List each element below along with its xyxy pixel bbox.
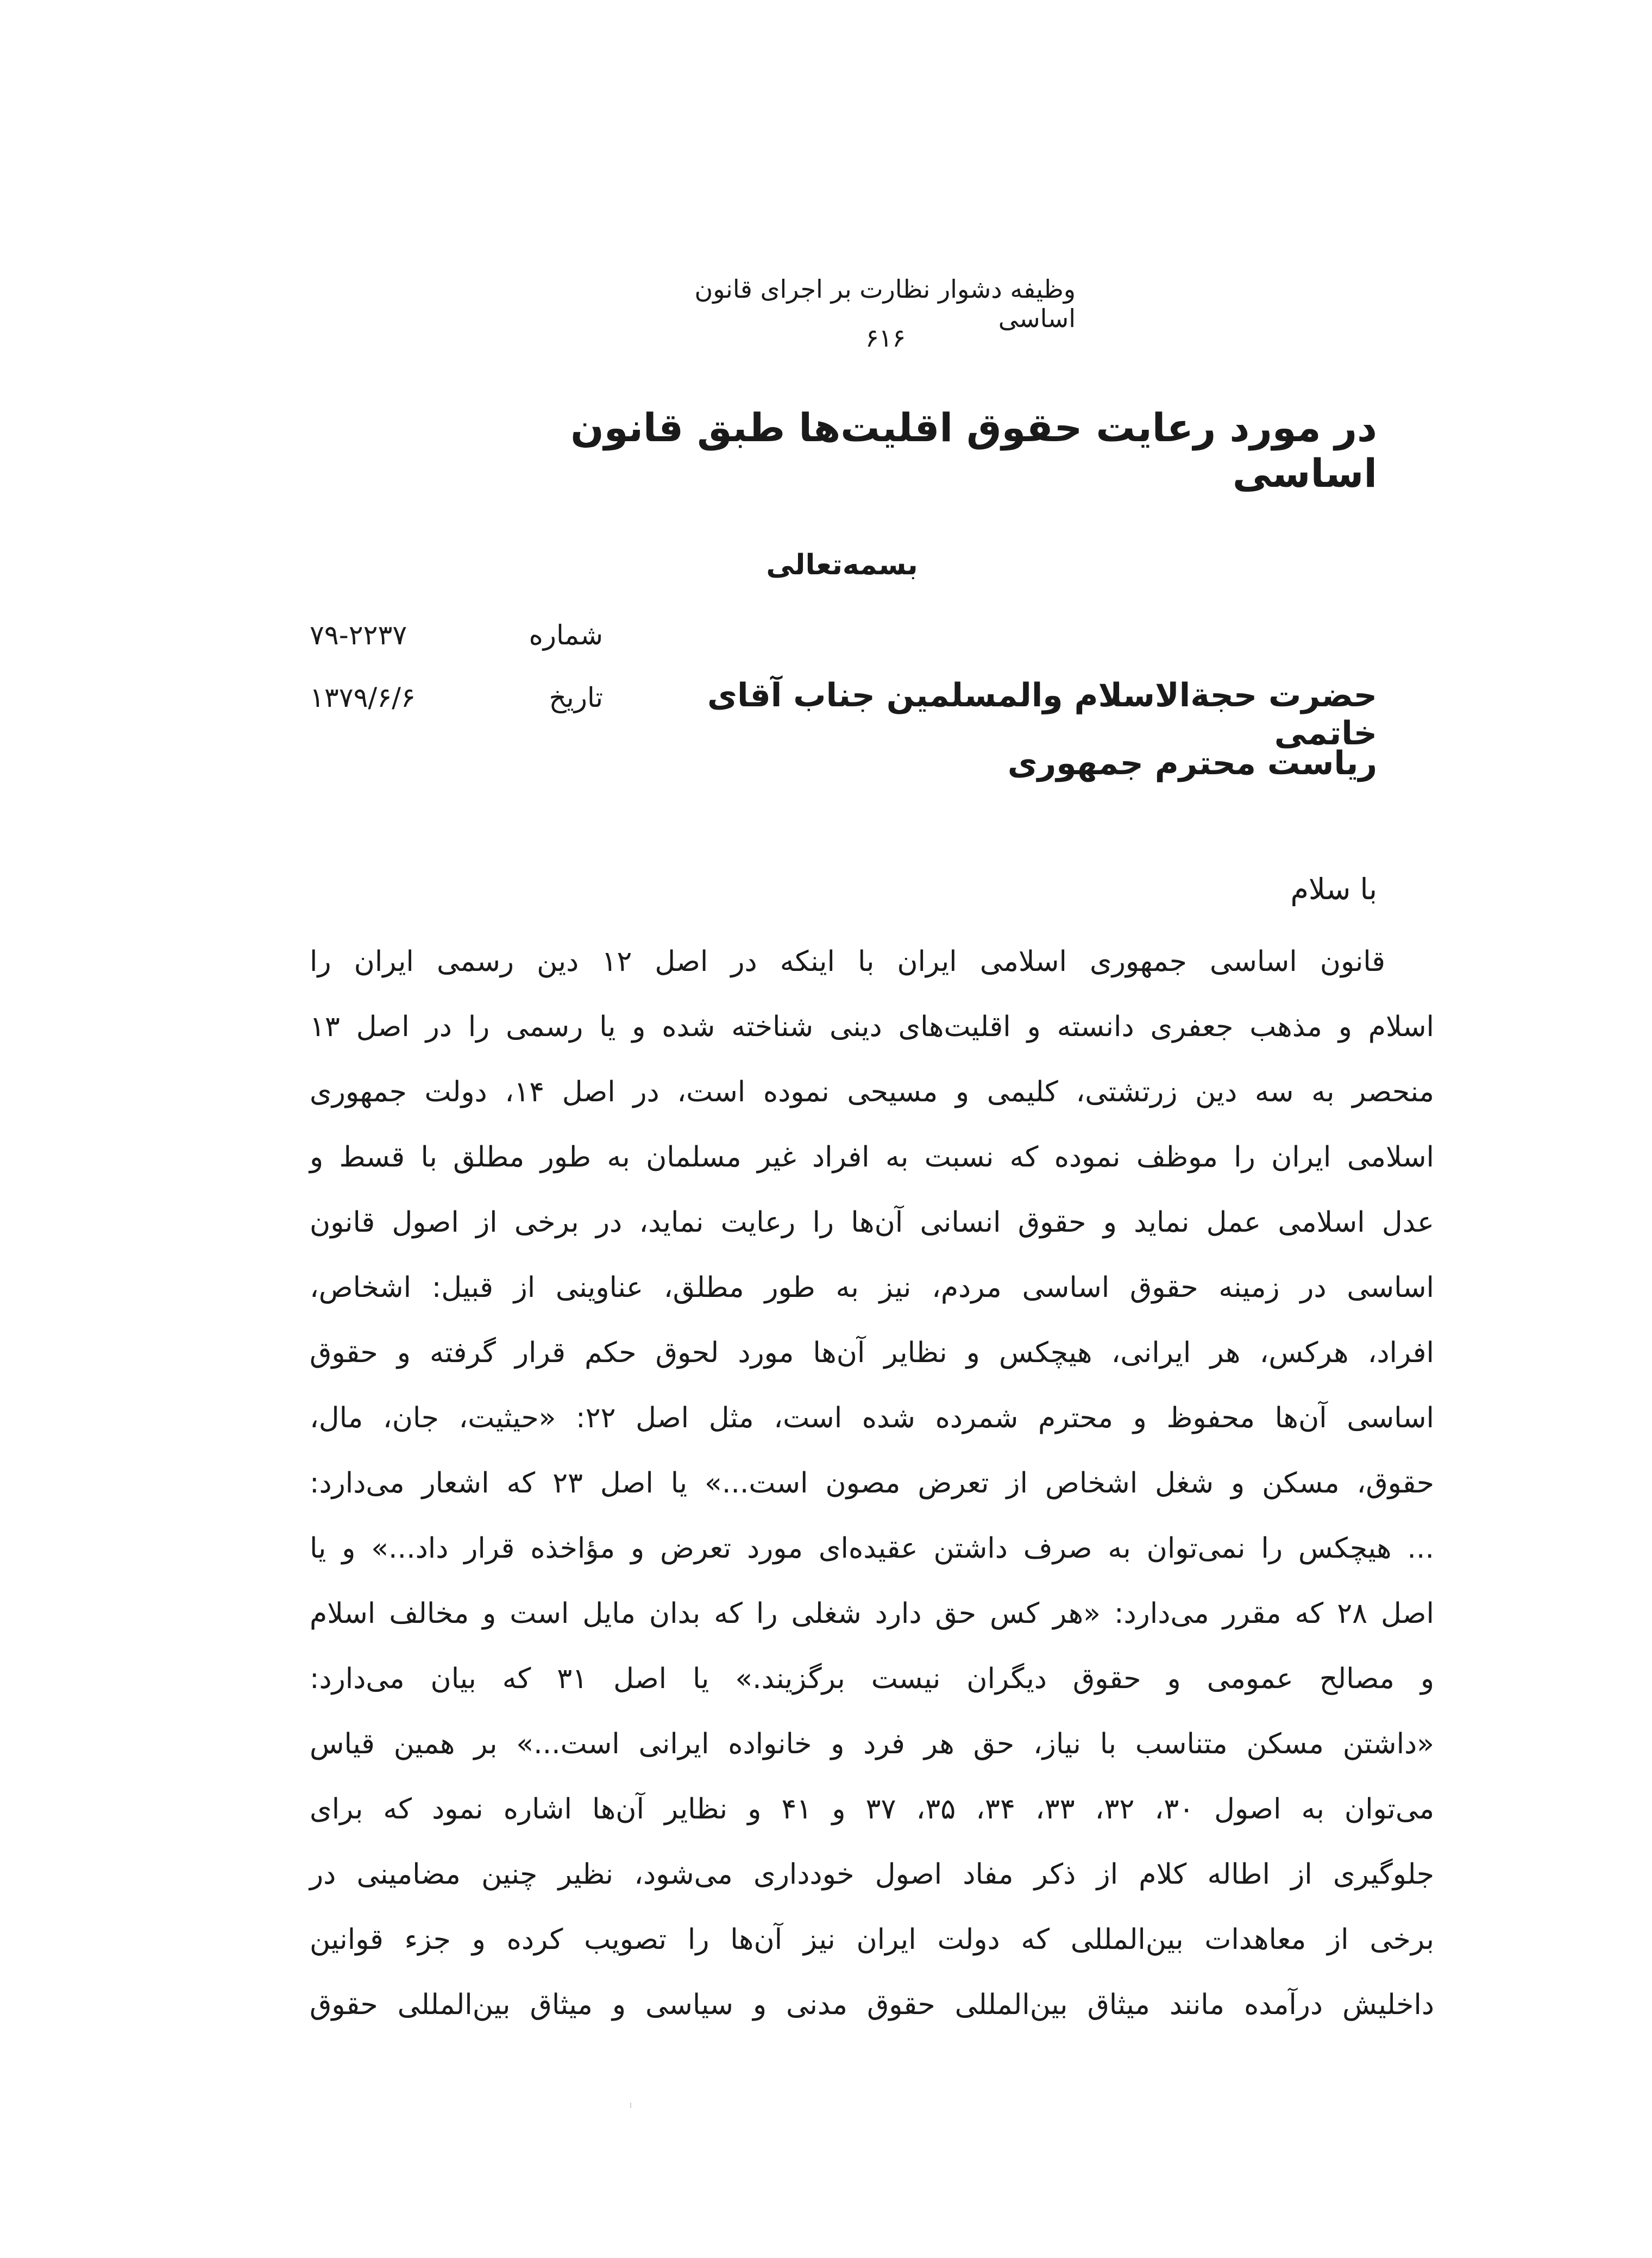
body-line: اصل ۲۸ که مقرر می‌دارد: «هر کس حق دارد شغلی را که بدان مایل است و مخالف اسلام xyxy=(310,1597,1434,1630)
body-line: حقوق، مسکن و شغل اشخاص از تعرض مصون است...» یا اصل ۲۳ که اشعار می‌دارد: xyxy=(310,1467,1434,1500)
body-line: قانون اساسی جمهوری اسلامی ایران با اینکه در اصل ۱۲ دین رسمی ایران را xyxy=(310,945,1385,978)
greeting: با سلام xyxy=(1290,872,1377,906)
body-line: اسلام و مذهب جعفری دانسته و اقلیت‌های دینی شناخته شده و یا رسمی را در اصل ۱۳ xyxy=(310,1011,1434,1043)
body-line: می‌توان به اصول ۳۰، ۳۲، ۳۳، ۳۴، ۳۵، ۳۷ و ۴۱ و نظایر آن‌ها اشاره نمود که برای xyxy=(310,1793,1435,1826)
body-line: عدل اسلامی عمل نماید و حقوق انسانی آن‌ها را رعایت نماید، در برخی از اصول قانون xyxy=(310,1206,1434,1239)
body-line: و مصالح عمومی و حقوق دیگران نیست برگزیند.» یا اصل ۳۱ که بیان می‌دارد: xyxy=(310,1663,1434,1695)
number-value: ۷۹-۲۲۳۷ xyxy=(310,619,407,651)
body-line: داخلیش درآمده مانند میثاق بین‌المللی حقوق مدنی و سیاسی و میثاق بین‌المللی حقوق xyxy=(310,1989,1434,2021)
number-label: شماره xyxy=(529,619,603,651)
date-value: ۱۳۷۹/۶/۶ xyxy=(310,682,416,713)
running-head: وظیفه دشوار نظارت بر اجرای قانون اساسی xyxy=(694,274,1076,333)
body-line: جلوگیری از اطاله کلام از ذکر مفاد اصول خودداری می‌شود، نظیر چنین مضامینی در xyxy=(310,1858,1434,1891)
invocation: بسمه‌تعالی xyxy=(766,549,918,581)
body-line: منحصر به سه دین زرتشتی، کلیمی و مسیحی نموده است، در اصل ۱۴، دولت جمهوری xyxy=(310,1076,1435,1108)
body-line: «داشتن مسکن متناسب با نیاز، حق هر فرد و خانواده ایرانی است...» بر همین قیاس xyxy=(310,1728,1434,1760)
scan-artifact xyxy=(630,2103,631,2108)
addressee-line-1: حضرت حجة‌الاسلام والمسلمین جناب آقای خاتمی xyxy=(707,676,1377,752)
letter-body xyxy=(310,929,1434,2037)
body-line: برخی از معاهدات بین‌المللی که دولت ایران نیز آن‌ها را تصویب کرده و جزء قوانین xyxy=(310,1923,1434,1956)
body-line: افراد، هرکس، هر ایرانی، هیچکس و نظایر آن‌ها مورد لحوق حکم قرار گرفته و حقوق xyxy=(310,1337,1434,1369)
body-line: اسلامی ایران را موظف نموده که نسبت به افراد غیر مسلمان به طور مطلق با قسط و xyxy=(310,1141,1434,1174)
page-number: ۶۱۶ xyxy=(865,323,906,353)
addressee-line-2: ریاست محترم جمهوری xyxy=(1007,744,1377,782)
body-line: اساسی در زمینه حقوق اساسی مردم، نیز به طور مطلق، عناوینی از قبیل: اشخاص، xyxy=(310,1271,1434,1304)
document-title: در مورد رعایت حقوق اقلیت‌ها طبق قانون اساسی xyxy=(570,405,1377,496)
body-line: اساسی آن‌ها محفوظ و محترم شمرده شده است، مثل اصل ۲۲: «حیثیت، جان، مال، xyxy=(310,1402,1434,1434)
date-label: تاریخ xyxy=(549,682,603,713)
body-line: ... هیچکس را نمی‌توان به صرف داشتن عقیده‌ای مورد تعرض و مؤاخذه قرار داد...» و یا xyxy=(310,1532,1434,1565)
